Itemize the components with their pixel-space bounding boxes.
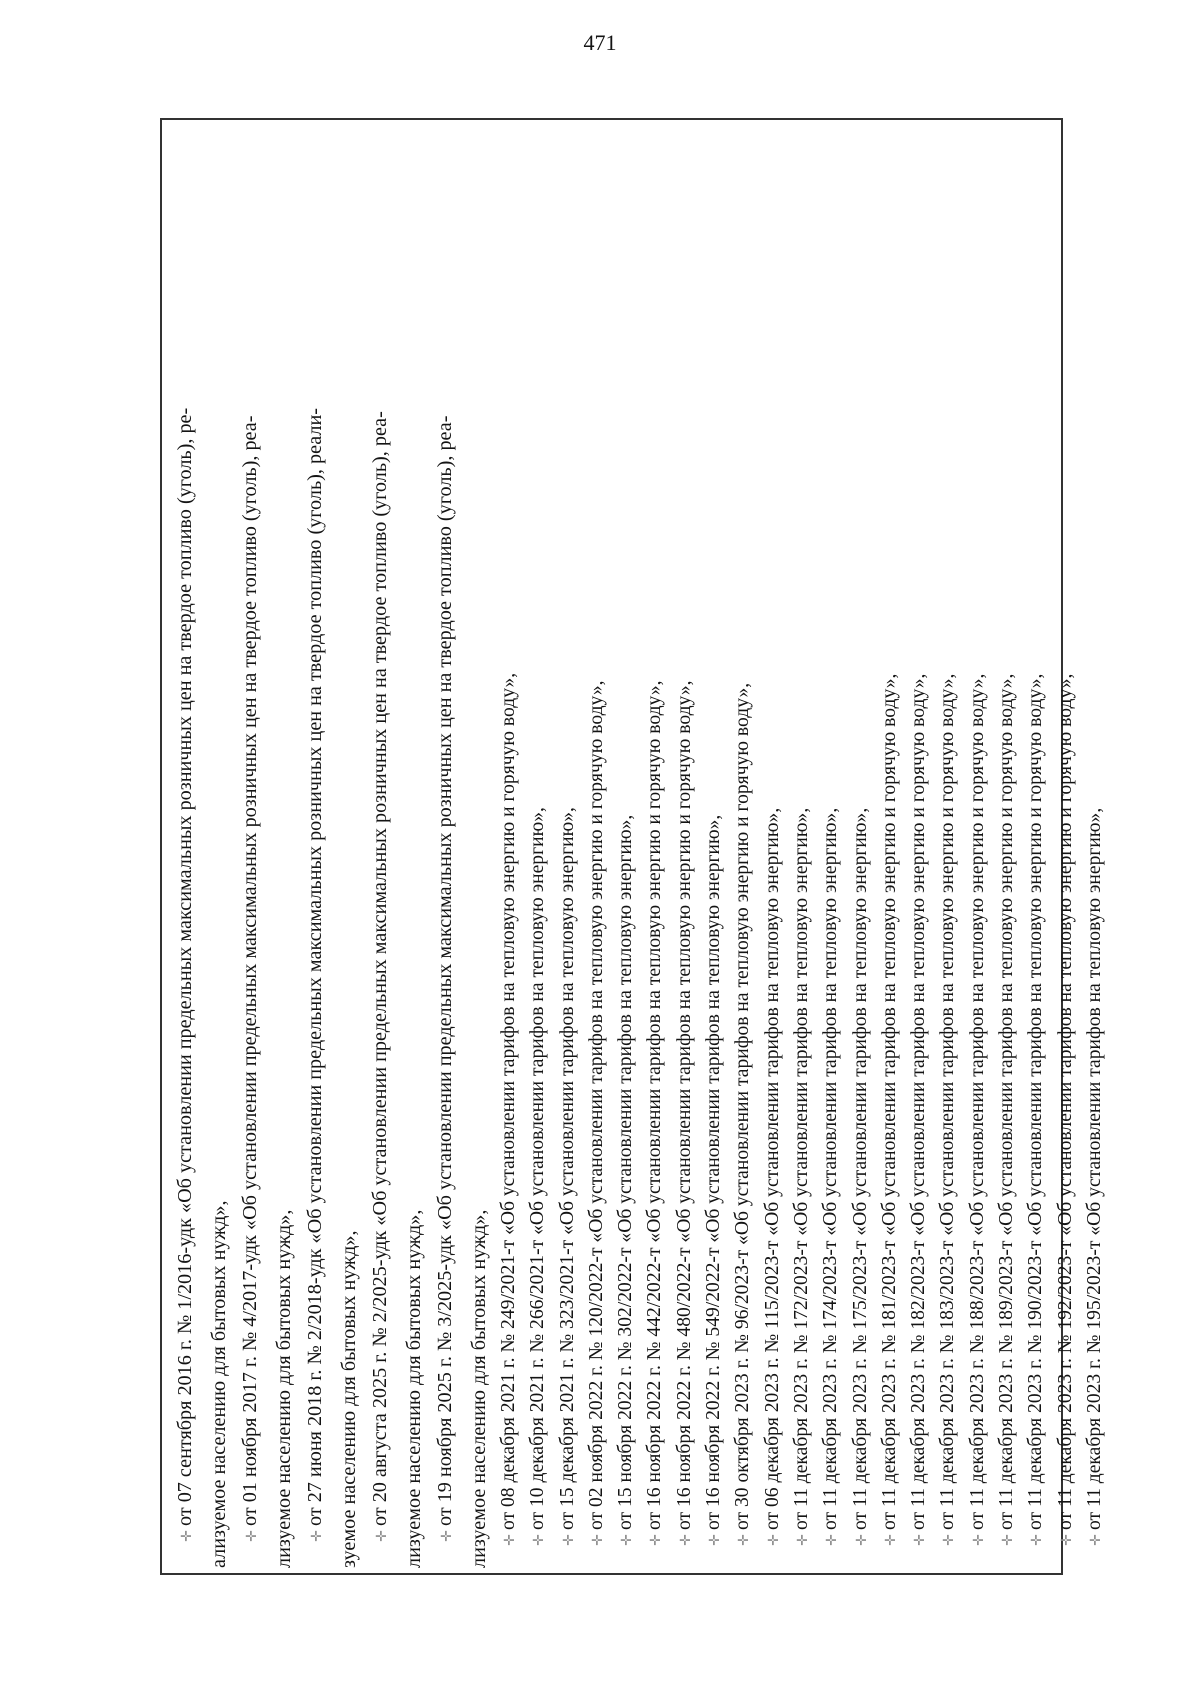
list-marker-icon: ✛ [883, 1534, 899, 1546]
list-marker-icon: ✛ [942, 1534, 958, 1546]
list-marker-icon: ✛ [620, 1534, 636, 1546]
list-item-text: от 11 декабря 2023 г. № 190/2023-т «Об установлении тарифов на тепловую энергию и горячую воду», [1025, 673, 1047, 1530]
list-item [759, 128, 788, 1568]
list-item-text: от 15 декабря 2021 г. № 323/2021-т «Об установлении тарифов на тепловую энергию», [556, 807, 578, 1530]
list-marker-icon: ✛ [913, 1534, 929, 1546]
paragraph-first-line [300, 128, 334, 1568]
table-frame [160, 118, 1105, 1575]
list-item [876, 128, 905, 1568]
list-item [641, 128, 670, 1568]
list-item-text: от 11 декабря 2023 г. № 182/2023-т «Об установлении тарифов на тепловую энергию и горячую воду», [908, 673, 930, 1530]
list-item-text: от 11 декабря 2023 г. № 192/2023-т «Об установлении тарифов на тепловую энергию и горячую воду», [1054, 673, 1076, 1530]
list-item-text: от 11 декабря 2023 г. № 188/2023-т «Об установлении тарифов на тепловую энергию и горячую воду», [966, 673, 988, 1530]
list-marker-icon: ✛ [649, 1534, 665, 1546]
list-item-text: от 02 ноября 2022 г. № 120/2022-т «Об установлении тарифов на тепловую энергию и горячую воду», [585, 680, 607, 1530]
list-marker-icon: ✛ [766, 1534, 782, 1546]
paragraph-continuation: лизуемое населению для бытовых нужд», [467, 1209, 490, 1568]
paragraph-first-line [235, 128, 269, 1568]
list-item [524, 128, 553, 1568]
list-marker-icon: ✛ [245, 1530, 260, 1542]
list-item [612, 128, 641, 1568]
paragraph-continuation: ализуемое населению для бытовых нужд», [207, 1200, 230, 1568]
list-marker-icon: ✛ [1088, 1534, 1104, 1546]
rotated-content [170, 128, 1105, 1568]
list-marker-icon: ✛ [737, 1534, 753, 1546]
list-item [817, 128, 846, 1568]
paragraph-text: от 27 июня 2018 г. № 2/2018-удк «Об установлении предельных максимальных розничных цен на твердое топливо (уголь), реали- [304, 407, 326, 1526]
list-item-text: от 11 декабря 2023 г. № 181/2023-т «Об установлении тарифов на тепловую энергию и горячую воду», [878, 673, 900, 1530]
list-marker-icon: ✛ [708, 1534, 724, 1546]
list-item [1022, 128, 1051, 1568]
list-marker-icon: ✛ [825, 1534, 841, 1546]
list-item [583, 128, 612, 1568]
list-item-text: от 11 декабря 2023 г. № 172/2023-т «Об установлении тарифов на тепловую энергию», [790, 807, 812, 1530]
list-item [729, 128, 758, 1568]
list-item-text: от 08 декабря 2021 г. № 249/2021-т «Об установлении тарифов на тепловую энергию и горячую воду», [498, 672, 519, 1530]
paragraph-text: от 07 сентября 2016 г. № 1/2016-удк «Об установлении предельных максимальных розничных цен на твердое топливо (уголь), ре- [174, 407, 196, 1526]
paragraph-continuation: лизуемое населению для бытовых нужд», [272, 1209, 295, 1568]
list-item [1081, 128, 1110, 1568]
list-marker-icon: ✛ [503, 1534, 518, 1546]
list-item-text: от 11 декабря 2023 г. № 174/2023-т «Об установлении тарифов на тепловую энергию», [820, 807, 842, 1530]
list-item-text: от 30 октября 2023 г. № 96/2023-т «Об установлении тарифов на тепловую энергию и горячую воду», [732, 682, 754, 1530]
paragraph-first-line [170, 128, 204, 1568]
list-marker-icon: ✛ [854, 1534, 870, 1546]
list-marker-icon: ✛ [678, 1534, 694, 1546]
list-marker-icon: ✛ [440, 1530, 455, 1542]
list-marker-icon: ✛ [310, 1530, 325, 1542]
list-item-text: от 11 декабря 2023 г. № 189/2023-т «Об установлении тарифов на тепловую энергию и горячую воду», [996, 673, 1018, 1530]
list-item-text: от 16 ноября 2022 г. № 480/2022-т «Об установлении тарифов на тепловую энергию и горячую воду», [673, 680, 695, 1530]
list-item-text: от 11 декабря 2023 г. № 195/2023-т «Об установлении тарифов на тепловую энергию», [1083, 807, 1105, 1530]
list-item [788, 128, 817, 1568]
list-item [495, 128, 524, 1568]
list-item [905, 128, 934, 1568]
list-marker-icon: ✛ [375, 1530, 390, 1542]
list-marker-icon: ✛ [795, 1534, 811, 1546]
list-marker-icon: ✛ [590, 1534, 606, 1546]
list-item-text: от 15 ноября 2022 г. № 302/2022-т «Об установлении тарифов на тепловую энергию», [615, 814, 637, 1530]
list-item-text: от 06 декабря 2023 г. № 115/2023-т «Об установлении тарифов на тепловую энергию», [761, 807, 783, 1530]
list-marker-icon: ✛ [971, 1534, 987, 1546]
list-item [700, 128, 729, 1568]
page-number: 471 [583, 30, 617, 55]
list-marker-icon: ✛ [1030, 1534, 1046, 1546]
list-item [964, 128, 993, 1568]
list-item [671, 128, 700, 1568]
paragraph-text: от 01 ноября 2017 г. № 4/2017-удк «Об установлении предельных максимальных розничных цен на твердое топливо (уголь), реа- [239, 415, 261, 1526]
list-item [934, 128, 963, 1568]
list-marker-icon: ✛ [532, 1534, 548, 1546]
paragraph-continuation: зуемое населению для бытовых нужд», [337, 1230, 360, 1568]
list-item-text: от 10 декабря 2021 г. № 266/2021-т «Об установлении тарифов на тепловую энергию», [527, 807, 549, 1530]
paragraph-first-line [365, 128, 399, 1568]
list-marker-icon: ✛ [1059, 1534, 1075, 1546]
list-item-text: от 16 ноября 2022 г. № 442/2022-т «Об установлении тарифов на тепловую энергию и горячую воду», [644, 680, 666, 1530]
list-item [554, 128, 583, 1568]
list-marker-icon: ✛ [180, 1530, 195, 1542]
list-marker-icon: ✛ [1001, 1534, 1017, 1546]
list-item [847, 128, 876, 1568]
paragraph-text: от 19 ноября 2025 г. № 3/2025-удк «Об установлении предельных максимальных розничных цен на твердое топливо (уголь), реа- [434, 415, 456, 1526]
paragraph-text: от 20 августа 2025 г. № 2/2025-удк «Об установлении предельных максимальных розничных цен на твердое топливо (уголь), реа- [369, 411, 391, 1526]
list-item-text: от 16 ноября 2022 г. № 549/2022-т «Об установлении тарифов на тепловую энергию», [703, 814, 725, 1530]
list-item [1052, 128, 1081, 1568]
paragraph-list [170, 128, 495, 1568]
paragraph-continuation: лизуемое населению для бытовых нужд», [402, 1209, 425, 1568]
list-marker-icon: ✛ [561, 1534, 577, 1546]
list-item [993, 128, 1022, 1568]
paragraph-first-line [430, 128, 464, 1568]
order-list [495, 128, 1110, 1568]
list-item-text: от 11 декабря 2023 г. № 175/2023-т «Об установлении тарифов на тепловую энергию», [849, 807, 871, 1530]
list-item-text: от 11 декабря 2023 г. № 183/2023-т «Об установлении тарифов на тепловую энергию и горячую воду», [937, 673, 959, 1530]
